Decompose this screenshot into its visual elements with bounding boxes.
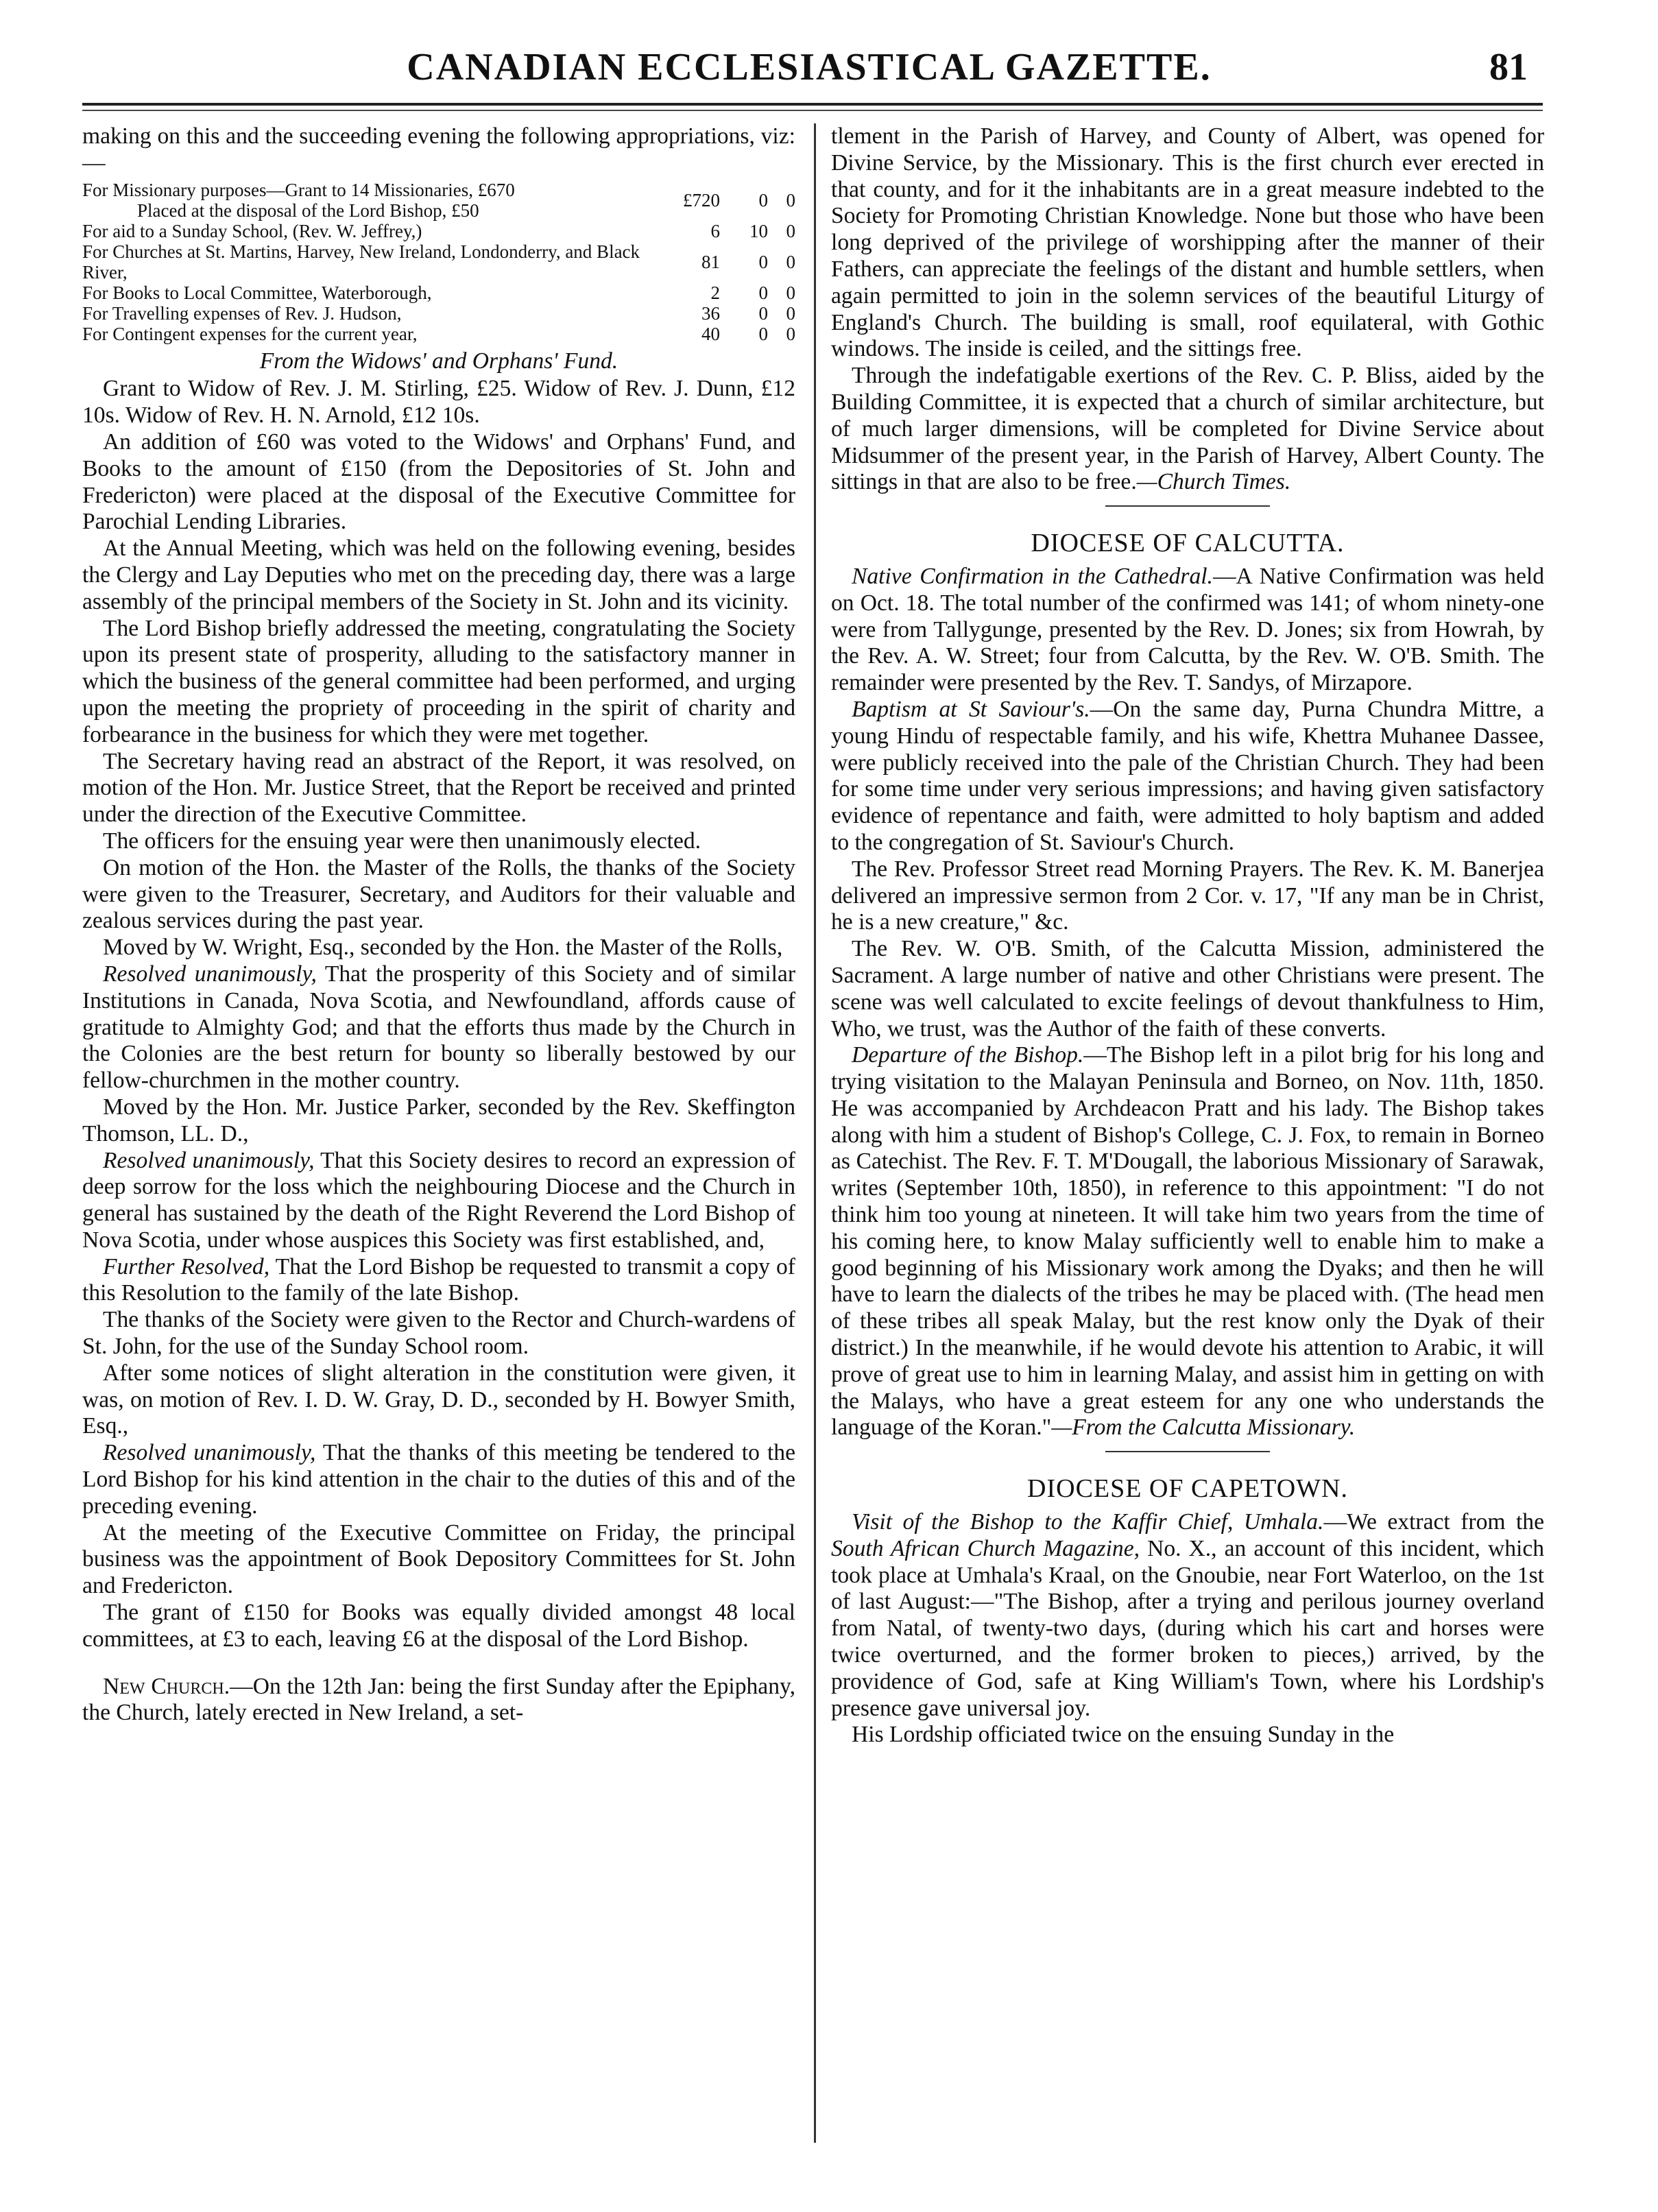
appropriation-row — [82, 221, 795, 241]
page-number: 81 — [1489, 46, 1528, 88]
paragraph-appropriations-intro: making on this and the succeeding evening the following appropriations, viz:— — [82, 123, 795, 176]
widows-fund-heading: From the Widows' and Orphans' Fund. — [259, 348, 618, 374]
paragraph-departure — [831, 1042, 1544, 1441]
paragraph-annual-meeting: At the Annual Meeting, which was held on the following evening, besides the Clergy and Lay Deputies who met on the preceding day, there was a large assembly of the principal members of the Society in St. John and its vicinity. — [82, 536, 795, 614]
paragraph-lordship-sunday: His Lordship officiated twice on the ensuing Sunday in the — [852, 1722, 1395, 1748]
appropriation-item — [82, 180, 666, 221]
appropriations-table — [82, 180, 795, 344]
departure-source: —From the Calcutta Missionary. — [1051, 1415, 1356, 1441]
paragraph-thanks-rector: The thanks of the Society were given to the Rector and Church-wardens of St. John, for the use of the Sunday School room. — [82, 1307, 795, 1360]
paragraph-bishop-address: The Lord Bishop briefly addressed the meeting, congratulating the Society upon its present state of prosperity, alluding to the satisfactory manner in which the business of the general committee had been performed, and urging upon the meeting the propriety of proceeding in the spirit of charity and forbearance in the business for which they were met together. — [82, 615, 795, 747]
further-resolved-text: That the Lord Bishop be requested to transmit a copy of this Resolution to the family of the late Bishop. — [82, 1253, 795, 1306]
resolved-text: That the thanks of this meeting be tendered to the Lord Bishop for his kind attention in the chair to the duties of this and of the preceding evening. — [82, 1440, 795, 1519]
confirmation-lead: Native Confirmation in the Cathedral. — [852, 563, 1213, 589]
paragraph-moved-parker: Moved by the Hon. Mr. Justice Parker, seconded by the Rev. Skeffington Thomson, LL. D., — [82, 1094, 795, 1146]
amount-pence: 0 — [786, 302, 795, 324]
paragraph-grant-books: The grant of £150 for Books was equally divided amongst 48 local committees, at £3 to each, leaving £6 at the disposal of the Lord Bishop. — [82, 1600, 795, 1652]
paragraph-officers: The officers for the ensuing year were then unanimously elected. — [103, 828, 701, 854]
amount-pounds: 40 — [701, 323, 720, 344]
paragraph-morning-prayers: The Rev. Professor Street read Morning Prayers. The Rev. K. M. Banerjea delivered an impressive sermon from 2 Cor. v. 17, "If any man be in Christ, he is a new creature," &c. — [831, 856, 1544, 935]
amount-pence: 0 — [786, 323, 795, 344]
resolved-text: That this Society desires to record an expression of deep sorrow for the loss which the neighbouring Diocese and the Church in general has sustained by the death of the Right Reverend the Lord Bishop of Nova Scotia, under whose auspices this Society was first established, and, — [82, 1147, 795, 1253]
section-rule — [1105, 505, 1270, 507]
resolved-text: That the prosperity of this Society and of similar Institutions in Canada, Nova Scotia, and Newfoundland, affords cause of gratitude to Almighty God; and that the efforts thus made by the Church in the Colonies are the best return for bounty so liberally bestowed by our fellow-churchmen in the mother country. — [82, 961, 796, 1094]
diocese-capetown-heading: DIOCESE OF CAPETOWN. — [1027, 1474, 1348, 1504]
appropriation-label: For aid to a Sunday School, (Rev. W. Jeffrey,) — [82, 220, 422, 241]
paragraph-addition: An addition of £60 was voted to the Widows' and Orphans' Fund, and Books to the amount of £150 (from the Depositories of St. John and Fredericton) were placed at the disposal of the Executive Committee for Parochial Lending Libraries. — [82, 429, 795, 535]
departure-text: —The Bishop left in a pilot brig for his long and trying visitation to the Malayan Peninsula and Borneo, on Nov. 11th, 1850. He was accompanied by Archdeacon Pratt and his lady. The Bishop takes along with him a student of Bishop's College, C. J. Fox, to remain in Borneo as Catechist. The Rev. F. T. M'Dougall, the laborious Missionary of Sarawak, writes (September 10th, 1850), in reference to this appointment: "I do not think him too young at nineteen. It will take him two years from the time of his coming here, to know Malay sufficiently well to enable him to make a good beginning of his Missionary work among the Dyaks; and then he will have to learn the dialects of the tribes he may be placed with. (The head men of these tribes all speak Malay, but the rest know only the Dyak of their district.) In the meanwhile, if he would devote his attention to Arabic, it will prove of great use to him in learning Malay, and assist him in getting on with the Malays, who have a great esteem for any one who understands the language of the Koran." — [831, 1042, 1544, 1441]
visit-magazine: South African Church Magazine, — [831, 1535, 1140, 1561]
appropriation-item — [82, 282, 666, 303]
diocese-calcutta-heading: DIOCESE OF CALCUTTA. — [1031, 529, 1345, 558]
visit-text-a: —We extract from the — [1323, 1509, 1544, 1535]
amount-pounds: £720 — [683, 189, 720, 211]
baptism-lead: Baptism at St Saviour's. — [852, 696, 1090, 722]
paragraph-moved-wright: Moved by W. Wright, Esq., seconded by the Hon. the Master of the Rolls, — [103, 935, 783, 961]
appropriation-item — [82, 324, 666, 344]
appropriation-label: For Missionary purposes—Grant to 14 Missionaries, £670 — [82, 179, 515, 200]
appropriation-row — [82, 180, 795, 221]
journal-title: CANADIAN ECCLESIASTICAL GAZETTE. — [407, 46, 1212, 88]
appropriation-label: For Contingent expenses for the current year, — [82, 323, 418, 344]
appropriation-label: For Books to Local Committee, Waterborough, — [82, 282, 432, 303]
appropriation-item — [82, 241, 666, 282]
departure-lead: Departure of the Bishop. — [852, 1042, 1084, 1068]
paragraph-master-of-rolls: On motion of the Hon. the Master of the Rolls, the thanks of the Society were given to the Treasurer, Secretary, and Auditors for their valuable and zealous services during the past year. — [82, 854, 795, 934]
left-column — [82, 123, 795, 1727]
paragraph-widow-grants: Grant to Widow of Rev. J. M. Stirling, £25. Widow of Rev. J. Dunn, £12 10s. Widow of Rev. H. N. Arnold, £12 10s. — [82, 376, 795, 429]
bliss-text: Through the indefatigable exertions of the Rev. C. P. Bliss, aided by the Building Committee, it is expected that a church of similar architecture, but of much larger dimensions, will be completed for Divine Service about Midsummer of the present year, in the Parish of Harvey, Albert County. The sittings in that are also to be free. — [831, 363, 1544, 495]
spacer — [82, 1653, 795, 1674]
baptism-text: —On the same day, Purna Chundra Mittre, a young Hindu of respectable family, and his wife, Khettra Muhanee Dassee, were publicly received into the pale of the Christian Church. They had been for some time under very serious impressions; and having given satisfactory evidence of repentance and faith, were admitted to holy baptism and added to the congregation of St. Saviour's Church. — [831, 696, 1544, 855]
appropriation-label: For Travelling expenses of Rev. J. Hudson, — [82, 302, 402, 324]
paragraph-new-church — [82, 1674, 795, 1727]
appropriation-row — [82, 282, 795, 303]
appropriation-label: For Churches at St. Martins, Harvey, New Ireland, Londonderry, and Black River, — [82, 241, 640, 282]
amount-pounds: 36 — [701, 302, 720, 324]
amount-pounds: 2 — [710, 282, 720, 303]
paragraph-secretary-report: The Secretary having read an abstract of the Report, it was resolved, on motion of the Hon. Mr. Justice Street, that the Report be received and printed under the direction of the Executive Committee. — [82, 748, 795, 828]
appropriation-row — [82, 241, 795, 282]
amount-pounds: 6 — [710, 220, 720, 241]
appropriations-list — [82, 180, 795, 344]
paragraph-resolution-sorrow — [82, 1148, 795, 1254]
bliss-source: —Church Times. — [1136, 469, 1291, 495]
paragraph-baptism — [831, 697, 1544, 856]
amount-shillings: 0 — [758, 189, 768, 211]
paragraph-resolution-prosperity — [82, 961, 795, 1094]
paragraph-further-resolved — [82, 1254, 795, 1308]
appropriation-item — [82, 303, 666, 324]
column-divider — [814, 123, 816, 2143]
appropriation-row — [82, 303, 795, 324]
resolved-lead: Resolved unanimously, — [103, 961, 317, 987]
resolved-lead: Resolved unanimously, — [103, 1440, 316, 1466]
confirmation-text: —A Native Confirmation was held on Oct. 18. The total number of the confirmed was 141; of whom ninety-one were from Tallygunge, presented by the Rev. D. Jones; six from Howrah, by the Rev. A. W. Street; four from Calcutta, by the Rev. W. O'B. Smith. The remainder were presented by the Rev. T. Sandys, of Mirzapore. — [831, 563, 1544, 696]
amount-pounds: 81 — [701, 251, 720, 272]
amount-pence: 0 — [786, 220, 795, 241]
paragraph-new-church-cont: tlement in the Parish of Harvey, and County of Albert, was opened for Divine Service, by the Missionary. This is the first church ever erected in that county, and for it the inhabitants are in a great measure indebted to the Society for Promoting Christian Knowledge. None but those who have been long deprived of the privilege of worshipping after the manner of their Fathers, can appreciate the feelings of the distant and humble settlers, when again permitted to join in the solemn services of the beautiful Liturgy of England's Church. The building is small, roof equilateral, with Gothic windows. The inside is ceiled, and the sittings free. — [831, 123, 1544, 362]
paragraph-resolution-thanks — [82, 1440, 795, 1519]
header-rule-thin — [82, 110, 1543, 111]
header-rule-thick — [82, 103, 1543, 106]
right-column — [831, 123, 1544, 1748]
appropriation-row — [82, 324, 795, 344]
paragraph-sacrament: The Rev. W. O'B. Smith, of the Calcutta Mission, administered the Sacrament. A large number of native and other Christians were present. The scene was well calculated to excite feelings of devout thankfulness to Him, Who, we trust, was the Author of the faith of these converts. — [831, 936, 1544, 1042]
amount-shillings: 0 — [758, 302, 768, 324]
running-header — [82, 45, 1536, 100]
amount-pence: 0 — [786, 251, 795, 272]
visit-lead: Visit of the Bishop to the Kaffir Chief, Umhala. — [852, 1509, 1324, 1535]
paragraph-constitution: After some notices of slight alteration in the constitution were given, it was, on motion of Rev. I. D. W. Gray, D. D., seconded by H. Bowyer Smith, Esq., — [82, 1360, 795, 1439]
section-rule — [1105, 1451, 1270, 1452]
new-church-lead: New Church. — [103, 1673, 230, 1699]
amount-shillings: 0 — [758, 282, 768, 303]
amount-shillings: 10 — [749, 220, 768, 241]
paragraph-bliss — [831, 363, 1544, 496]
appropriation-item — [82, 221, 666, 241]
paragraph-executive-committee: At the meeting of the Executive Committee on Friday, the principal business was the appointment of Book Depository Committees for St. John and Fredericton. — [82, 1519, 795, 1599]
resolved-lead: Resolved unanimously, — [103, 1147, 315, 1173]
visit-text-b: No. X., an account of this incident, which took place at Umhala's Kraal, on the Gnoubie, near Fort Waterloo, on the 1st of last August:—"The Bishop, after a trying and perilous journey overland from Natal, of twenty-two days, (during which his cart and horses were twice overturned, and the former broken to pieces,) arrived, by the providence of God, safe at King William's Town, where his Lordship's presence gave universal joy. — [831, 1535, 1545, 1721]
amount-shillings: 0 — [758, 251, 768, 272]
paragraph-native-confirmation — [831, 564, 1544, 697]
further-resolved-lead: Further Resolved, — [103, 1253, 270, 1279]
amount-pence: 0 — [786, 189, 795, 211]
paragraph-visit-kaffir-chief — [831, 1509, 1544, 1722]
amount-shillings: 0 — [758, 323, 768, 344]
new-church-text: —On the 12th Jan: being the first Sunday after the Epiphany, the Church, lately erected in New Ireland, a set- — [82, 1673, 795, 1726]
appropriation-sublabel: Placed at the disposal of the Lord Bishop, £50 — [137, 200, 479, 221]
amount-pence: 0 — [786, 282, 795, 303]
